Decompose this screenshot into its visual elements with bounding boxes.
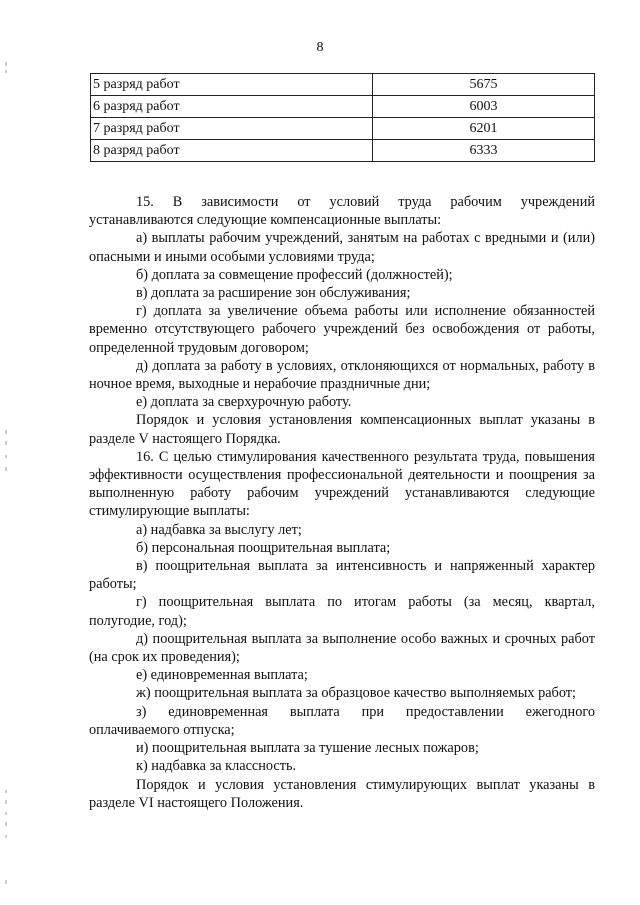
scan-edge-marks (4, 0, 8, 905)
paragraph: 16. С целью стимулирования качественного результата труда, повышения эффективности осуществления профессиональной деятельности и поощрения за выполненную работу рабочим учреждений устанавливаются следующие стимулирующие выплаты: (89, 448, 595, 520)
list-item: з) единовременная выплата при предоставлении ежегодного оплачиваемого отпуска; (89, 703, 595, 738)
list-item: к) надбавка за классность. (136, 758, 297, 775)
list-item: г) доплата за увеличение объема работы или исполнение обязанностей временно отсутствующего рабочего учреждений без освобождения от работы, определенной трудовым договором; (89, 303, 595, 356)
paragraph: Порядок и условия установления стимулирующих выплат указаны в разделе VI настоящего Положения. (89, 776, 595, 811)
list-item: б) доплата за совмещение профессий (должностей); (136, 266, 453, 283)
list-item: ж) поощрительная выплата за образцовое качество выполняемых работ; (136, 685, 577, 702)
list-item: а) выплаты рабочим учреждений, занятым на работах с вредными и (или) опасными и иными особыми условиями труда; (89, 230, 595, 265)
grade-cell: 7 разряд работ (91, 118, 373, 140)
page-number: 8 (316, 40, 324, 55)
list-item: д) доплата за работу в условиях, отклоняющихся от нормальных, работу в ночное время, выходные и нерабочие праздничные дни; (89, 357, 595, 393)
table-row (91, 140, 595, 162)
table-row (91, 74, 595, 96)
document-body (89, 193, 595, 812)
grade-cell: 5 разряд работ (91, 74, 373, 96)
list-item: г) поощрительная выплата по итогам работы (за месяц, квартал, полугодие, год); (89, 594, 595, 629)
list-item: в) поощрительная выплата за интенсивность и напряженный характер работы; (89, 558, 595, 593)
list-item: а) надбавка за выслугу лет; (136, 521, 302, 538)
wage-grade-table (90, 73, 595, 162)
grade-cell: 8 разряд работ (91, 140, 373, 162)
grade-cell: 6 разряд работ (91, 96, 373, 118)
list-item: е) доплата за сверхурочную работу. (136, 394, 352, 411)
table-row (91, 96, 595, 118)
list-item: в) доплата за расширение зон обслуживания; (136, 285, 411, 302)
paragraph: 15. В зависимости от условий труда рабочим учреждений устанавливаются следующие компенсационные выплаты: (89, 194, 595, 229)
value-cell: 6333 (373, 140, 595, 162)
value-cell: 6003 (373, 96, 595, 118)
paragraph: Порядок и условия установления компенсационных выплат указаны в разделе V настоящего Порядка. (89, 412, 595, 447)
list-item: е) единовременная выплата; (136, 667, 308, 684)
list-item: б) персональная поощрительная выплата; (136, 539, 391, 556)
list-item: и) поощрительная выплата за тушение лесных пожаров; (136, 740, 479, 757)
value-cell: 5675 (373, 74, 595, 96)
table-row (91, 118, 595, 140)
list-item: д) поощрительная выплата за выполнение особо важных и срочных работ (на срок их проведения); (89, 630, 595, 666)
value-cell: 6201 (373, 118, 595, 140)
